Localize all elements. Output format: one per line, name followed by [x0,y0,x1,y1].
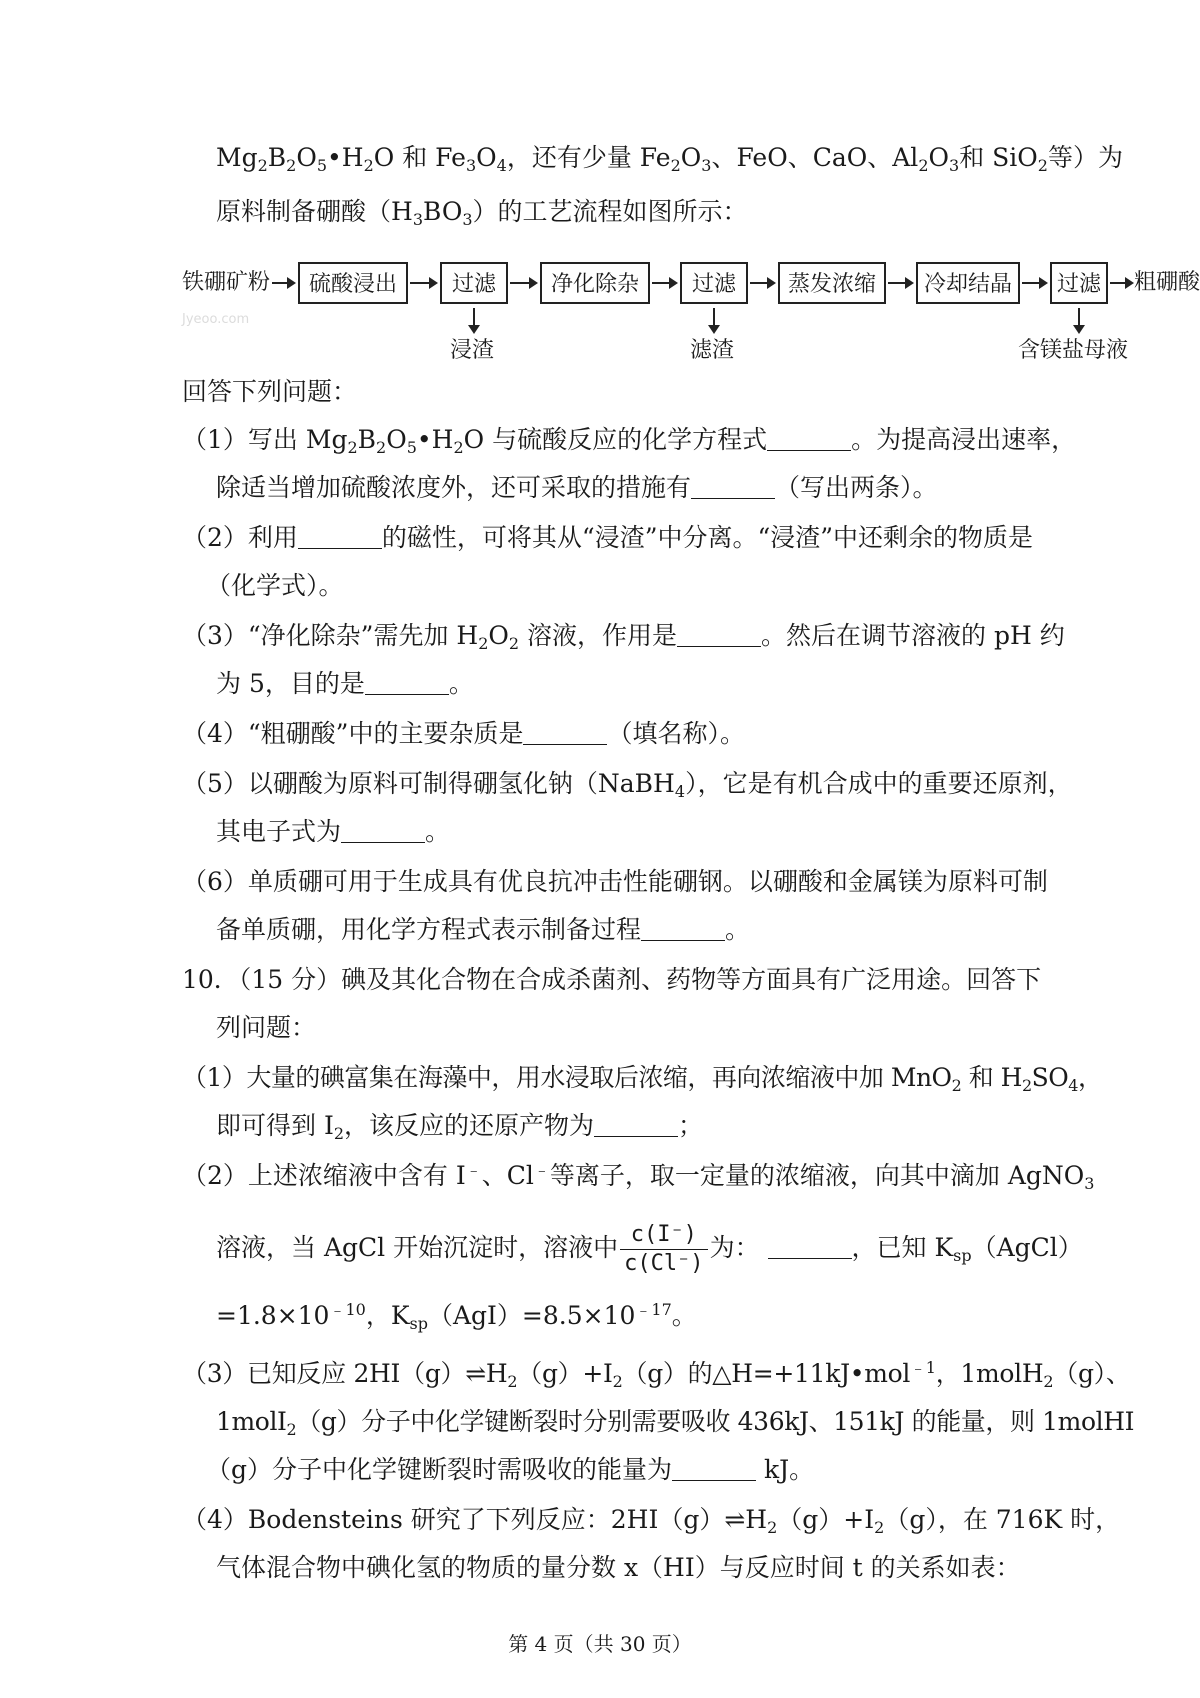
q9-part3-line1: （3）“净化除杂”需先加 $H_2O_2$ 溶液，作用是 。然后在调节溶液的 pH 约 [182,621,1065,653]
q10-part1-line1: （1）大量的碘富集在海藻中，用水浸取后浓缩，再向浓缩液中加 MnO$_2$ 和 $H_2SO_4$， [182,1063,1103,1095]
flow-arrow-down [713,308,715,328]
flow-step-purification: 净化除杂 [540,262,650,304]
process-flow-chart [180,258,1200,368]
answer-blank[interactable] [341,816,425,843]
flow-output-filter-residue: 滤渣 [690,338,735,363]
flow-output-mother-liquor: 含镁盐母液 [1018,338,1129,363]
q9-part1-line2: 除适当增加硫酸浓度外，还可采取的措施有 （写出两条）。 [216,473,938,502]
flow-arrow [410,282,436,284]
answer-blank[interactable] [641,914,725,941]
q10-part2-line1: （2）上述浓缩液中含有 I﹣、Cl﹣等离子，取一定量的浓缩液，向其中滴加 AgNO$_3$ [182,1160,1095,1193]
flow-step-evaporation: 蒸发浓缩 [778,262,886,304]
questions-heading: 回答下列问题： [182,377,358,406]
q10-part4-line2: 气体混合物中碘化氢的物质的量分数 x（HI）与反应时间 t 的关系如表： [216,1553,1021,1582]
q9-part6-line2: 备单质硼，用化学方程式表示制备过程 。 [216,915,751,944]
q9-part4: （4）“粗硼酸”中的主要杂质是 （填名称）。 [182,719,745,748]
flow-arrow [888,282,912,284]
flow-start-label: 铁硼矿粉 [182,270,271,295]
flow-arrow-down [1078,308,1080,328]
q10-part1-line2: 即可得到 $I_2$，该反应的还原产物为 ； [216,1111,704,1143]
concentration-ratio-fraction: $\frac{c(I^-)}{c(Cl^-)}$ [620,1221,707,1278]
flow-arrow [750,282,774,284]
q10-part3-line1: （3）已知反应 $2HI(g)\rightleftharpoons H_2(g)+I_2(g)$的△H=+11kJ•mol$^{﹣1}$，1molH$_2$（g）、 [182,1358,1131,1391]
intro-line-1: $Mg_2B_2O_5•H_2O$ 和 $Fe_3O_4$，还有少量 $Fe_2O_3$、FeO、CaO、$Al_2O_3$和 SiO$_2$等）为 [216,143,1123,175]
q9-part3-line2: 为 5，目的是 。 [216,669,474,698]
flow-arrow-down [473,308,475,328]
flow-arrow [1110,282,1132,284]
q9-part5-line2: 其电子式为 。 [216,817,451,846]
q9-part1-line1: （1）写出 $Mg_2B_2O_5•H_2O$ 与硫酸反应的化学方程式 。为提高浸出速率， [182,425,1077,457]
q9-part5-line1: （5）以硼酸为原料可制得硼氢化钠（NaBH$_4$），它是有机合成中的重要还原剂， [182,769,1073,801]
intro-line-2: 原料制备硼酸$(H_3BO_3)$的工艺流程如图所示： [216,197,748,229]
answer-blank[interactable] [677,620,761,647]
q10-heading-line2: 列问题： [216,1013,317,1042]
q10-part4-line1: （4）Bodensteins 研究了下列反应：$2HI(g)\rightleftharpoons H_2(g)+I_2(g)$，在 716K 时， [182,1505,1121,1537]
page-footer: 第 4 页（共 30 页） [508,1632,692,1656]
watermark: Jyeoo.com [182,312,250,327]
q9-part2-line2: （化学式）。 [206,571,344,600]
flow-end-label: 粗硼酸 [1134,270,1200,295]
q10-part3-line3: （g）分子中化学键断裂时需吸收的能量为 kJ。 [206,1455,815,1484]
flow-step-leaching: 硫酸浸出 [298,262,408,304]
q10-part3-line2: 1molI$_2$（g）分子中化学键断裂时分别需要吸收 436kJ、151kJ 的能量，则 1molHI [216,1407,1135,1439]
q9-part2-line1: （2）利用 的磁性，可将其从“浸渣”中分离。“浸渣”中还剩余的物质是 [182,523,1034,552]
answer-blank[interactable] [672,1454,756,1481]
q10-heading-line1: 10．（15 分）碘及其化合物在合成杀菌剂、药物等方面具有广泛用途。回答下 [182,965,1042,994]
flow-arrow [510,282,536,284]
flow-output-leach-residue: 浸渣 [450,338,495,363]
flow-arrow [652,282,676,284]
q9-part6-line1: （6）单质硼可用于生成具有优良抗冲击性能硼钢。以硼酸和金属镁为原料可制 [182,867,1048,896]
flow-arrow [272,282,294,284]
answer-blank[interactable] [691,472,775,499]
q10-part2-line2: 溶液，当 AgCl 开始沉淀时，溶液中 $\frac{c(I^-)}{c(Cl^-)}$ 为： ，已知 $K_{sp}(AgCl)$ [216,1222,1083,1276]
q10-part2-line3: $=1.8\times 10^{﹣10}$，$K_{sp}(AgI)=8.5\times 10^{﹣17}$。 [216,1300,697,1333]
flow-step-filter-3: 过滤 [1050,262,1108,304]
flow-step-filter-1: 过滤 [440,262,508,304]
answer-blank[interactable] [767,424,851,451]
flow-step-filter-2: 过滤 [680,262,748,304]
answer-blank[interactable] [298,522,382,549]
answer-blank[interactable] [523,718,607,745]
answer-blank[interactable] [768,1232,852,1259]
flow-step-crystallization: 冷却结晶 [916,262,1020,304]
answer-blank[interactable] [594,1110,678,1137]
flow-arrow [1022,282,1046,284]
answer-blank[interactable] [365,668,449,695]
